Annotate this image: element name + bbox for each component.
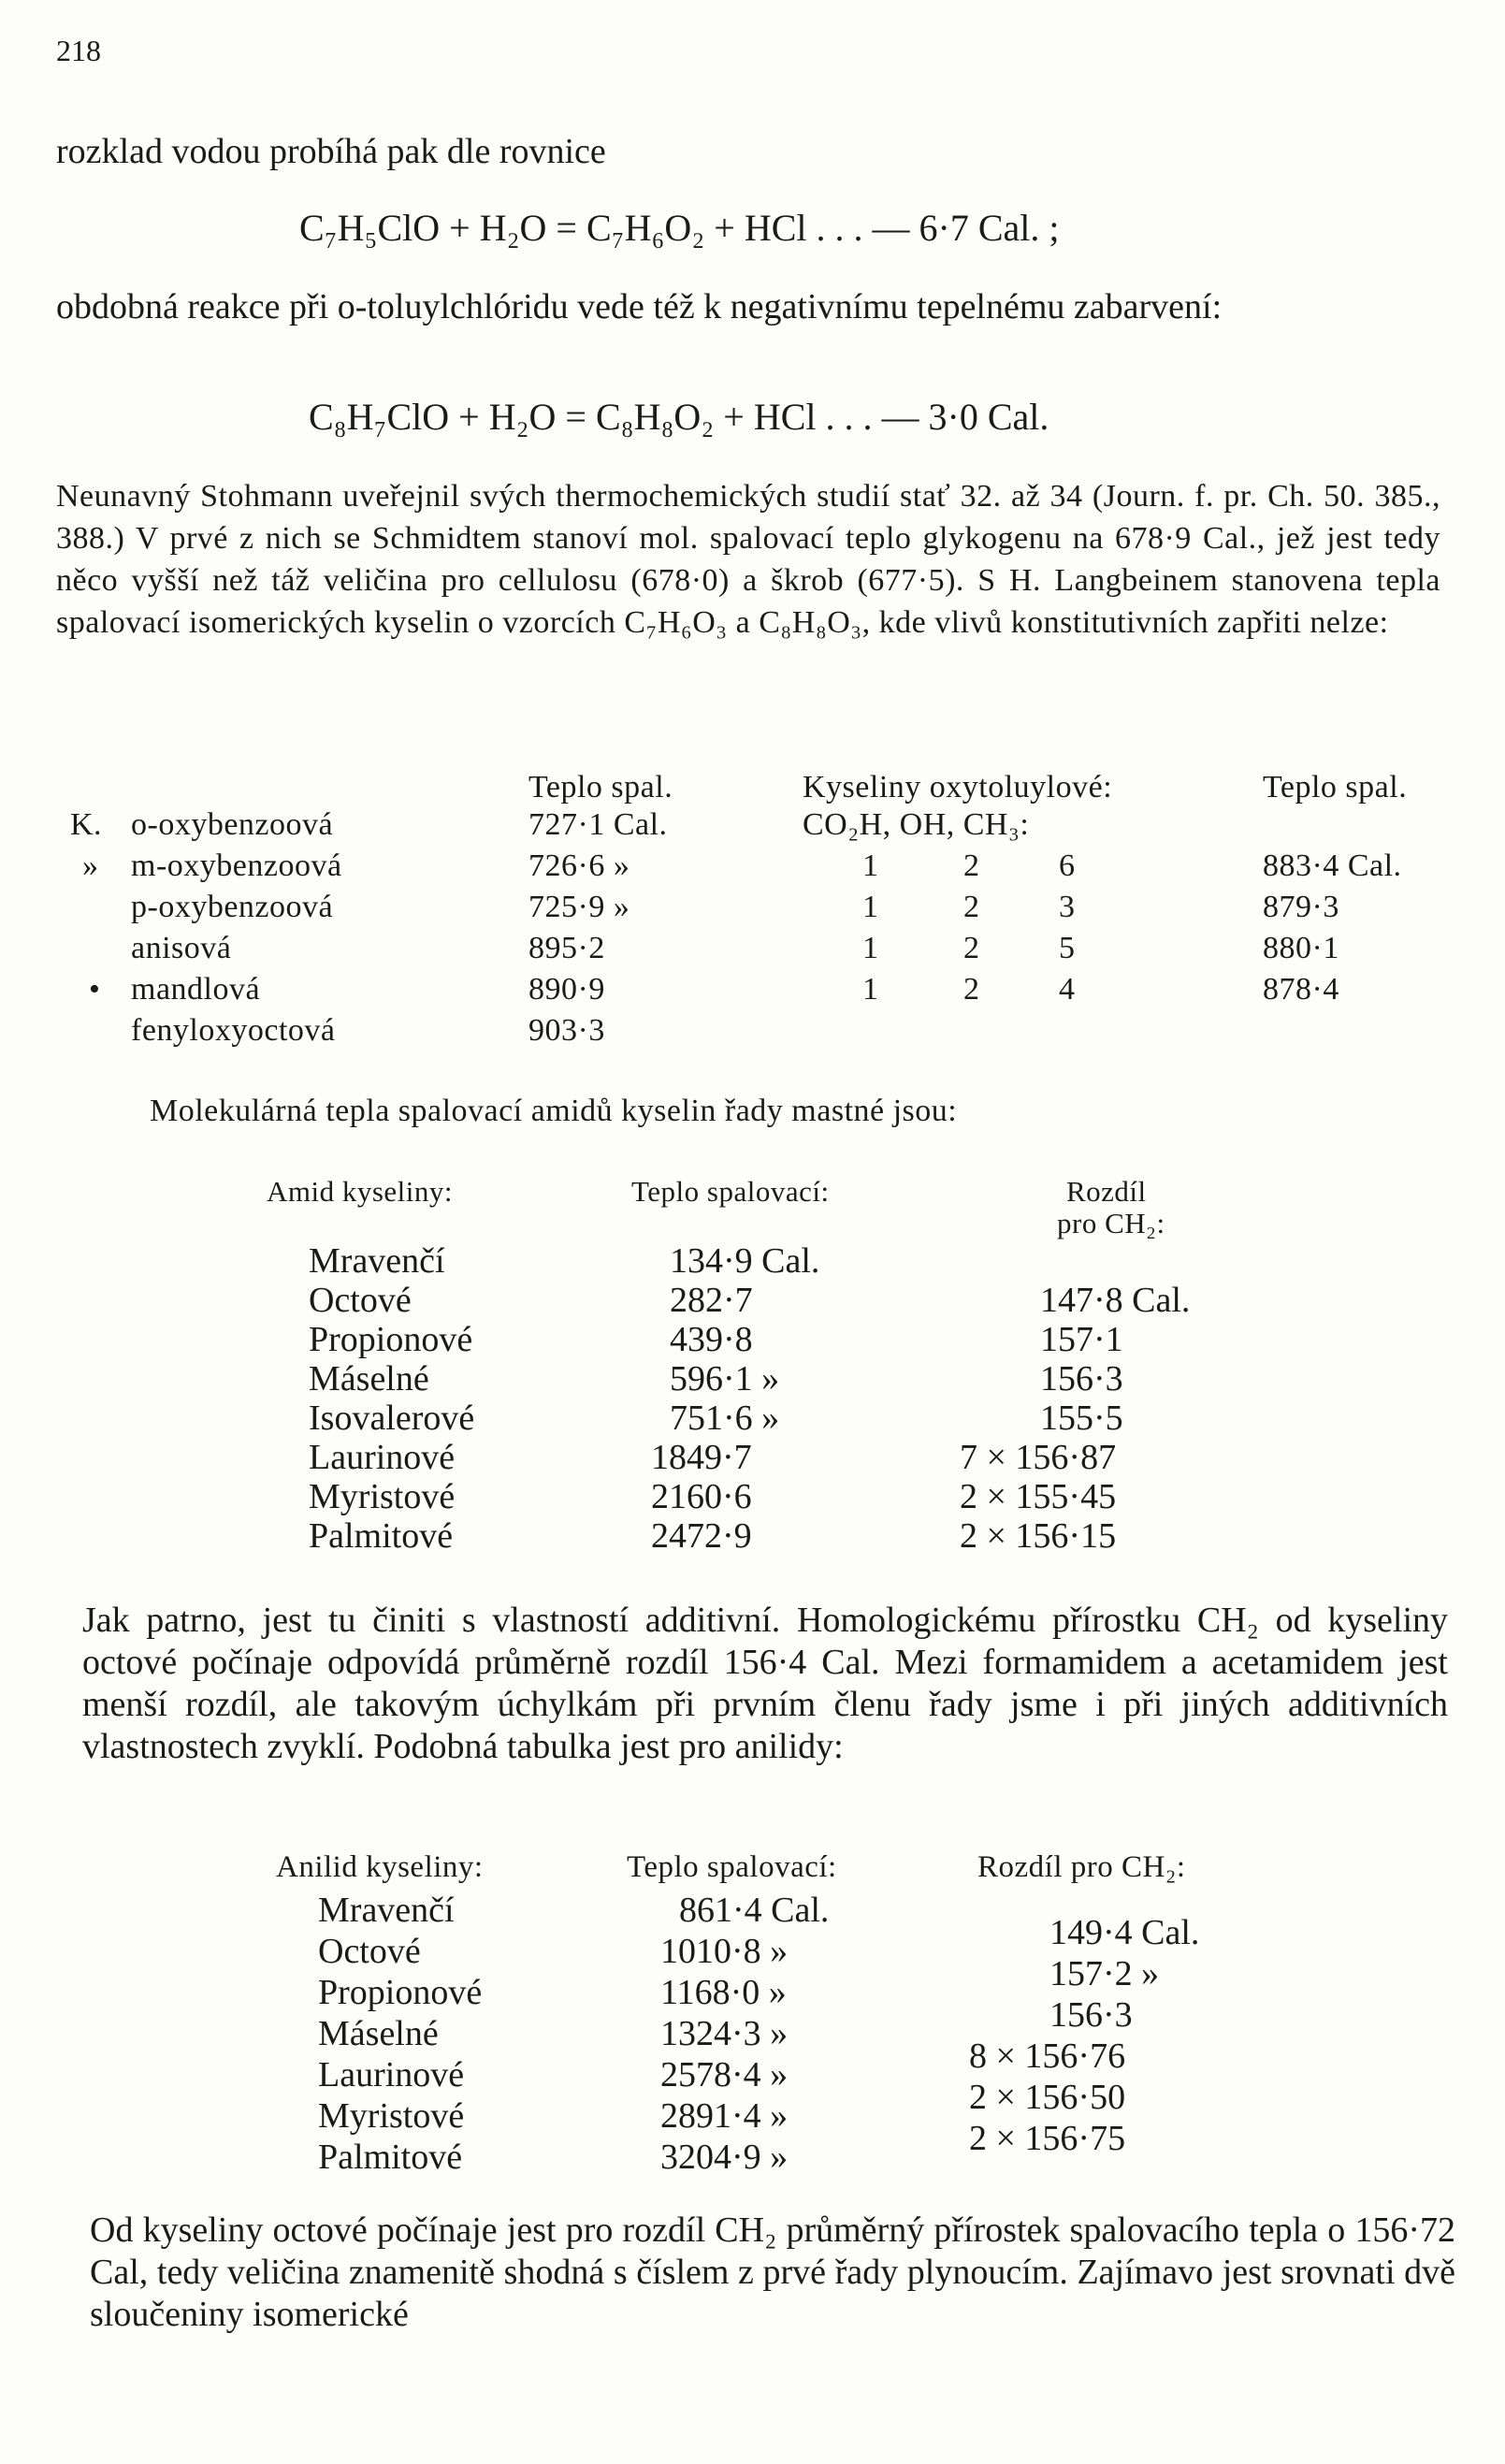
table3-name: Palmitové bbox=[318, 2138, 463, 2177]
table3-teplo: 1010·8 » bbox=[660, 1932, 789, 1971]
table2-teplo: 751·6 » bbox=[670, 1399, 780, 1438]
table1-name: o-oxybenzoová bbox=[131, 807, 334, 842]
table3-name: Máselné bbox=[318, 2014, 439, 2053]
table1-teplo2: 880·1 bbox=[1263, 931, 1339, 965]
table1-pos3: 6 bbox=[1059, 848, 1076, 883]
table1-pos1: 1 bbox=[862, 931, 879, 965]
equation-1: C₇H₅ClO + H₂O = C₇H₆O₂ + HCl . . . — 6·7 Cal. ; bbox=[299, 207, 1060, 249]
table1-mark: » bbox=[82, 848, 99, 883]
table1-name: anisová bbox=[131, 931, 232, 965]
table2-name: Laurinové bbox=[309, 1438, 456, 1477]
table3-name: Propionové bbox=[318, 1973, 483, 2012]
paragraph-1: obdobná reakce při o-toluylchlóridu vede též k negativnímu tepelnému zabarvení: bbox=[56, 287, 1223, 326]
table3-diff: 149·4 Cal. bbox=[1049, 1913, 1200, 1952]
table3-name: Octové bbox=[318, 1932, 421, 1971]
table1-teplo: 890·9 bbox=[528, 972, 605, 1007]
table1-header-formula: CO₂H, OH, CH₃: bbox=[803, 807, 1030, 842]
table3-teplo: 1168·0 » bbox=[660, 1973, 787, 2012]
table1-name: p-oxybenzoová bbox=[131, 890, 334, 924]
table3-name: Mravenčí bbox=[318, 1891, 455, 1930]
table2-teplo: 134·9 Cal. bbox=[670, 1241, 820, 1281]
table1-pos1: 1 bbox=[862, 848, 879, 883]
table3-name: Myristové bbox=[318, 2096, 465, 2136]
table2-rozdil: 7 × 156·87 bbox=[960, 1438, 1117, 1477]
table2-teplo: 596·1 » bbox=[670, 1359, 780, 1399]
table1-teplo: 725·9 » bbox=[528, 890, 630, 924]
table2-rozdil: 2 × 155·45 bbox=[960, 1477, 1117, 1516]
table1-header-teplo2: Teplo spal. bbox=[1263, 770, 1408, 804]
table1-pos1: 1 bbox=[862, 972, 879, 1007]
table1-k-prefix: K. bbox=[70, 807, 103, 842]
table1-pos1: 1 bbox=[862, 890, 879, 924]
paragraph-2: Neunavný Stohmann uveřejnil svých thermochemických studií stať 32. až 34 (Journ. f. pr. Ch. 50. 385., 388.) V prvé z nich se Schmidtem stanoví mol. spalovací teplo glykogenu na 678·9 Cal., jež jest tedy něco vyšší než táž veličina pro cellulosu (678·0) a škrob (677·5). S H. Langbeinem stanovena tepla spalovací isomerických kyselin o vzorcích C₇H₆O₃ a C₈H₈O₃, kde vlivů konstitutivních zapřiti nelze: bbox=[56, 479, 1440, 640]
table3-diff: 157·2 » bbox=[1049, 1954, 1160, 1993]
table2-teplo: 1849·7 bbox=[651, 1438, 752, 1477]
table1-teplo2: 879·3 bbox=[1263, 890, 1339, 924]
table1-pos2: 2 bbox=[963, 972, 980, 1007]
paragraph-3: Jak patrno, jest tu činiti s vlastností additivní. Homologickému přírostku CH₂ od kyseliny octové počínaje odpovídá průměrně rozdíl 156·4 Cal. Mezi formamidem a acetamidem jest menší rozdíl, ale takovým úchylkám při prvním členu řady jsme i při jiných additivních vlastnostech zvyklí. Podobná tabulka jest pro anilidy: bbox=[82, 1601, 1448, 1766]
equation-2: C₈H₇ClO + H₂O = C₈H₈O₂ + HCl . . . — 3·0 Cal. bbox=[309, 396, 1049, 438]
table1-teplo2: 878·4 bbox=[1263, 972, 1339, 1007]
table1-teplo: 903·3 bbox=[528, 1013, 605, 1048]
table3-name: Laurinové bbox=[318, 2055, 465, 2094]
table2-rozdil: 2 × 156·15 bbox=[960, 1516, 1117, 1556]
table3-header-rozdil: Rozdíl pro CH₂: bbox=[977, 1850, 1186, 1884]
table1-pos3: 3 bbox=[1059, 890, 1076, 924]
table2-header-amid: Amid kyseliny: bbox=[267, 1175, 454, 1208]
table2-name: Myristové bbox=[309, 1477, 456, 1516]
table2-name: Isovalerové bbox=[309, 1399, 475, 1438]
table3-diff: 2 × 156·50 bbox=[969, 2078, 1126, 2117]
paragraph-4: Od kyseliny octové počínaje jest pro rozdíl CH₂ průměrný přírostek spalovacího tepla o 156·72 Cal, tedy veličina znamenitě shodná s číslem z prvé řady plynoucím. Zajímavo jest srovnati dvě sloučeniny isomerické bbox=[90, 2210, 1455, 2334]
table3-teplo: 1324·3 » bbox=[660, 2014, 789, 2053]
table1-pos3: 4 bbox=[1059, 972, 1076, 1007]
table2-teplo: 439·8 bbox=[670, 1320, 753, 1359]
table1-pos2: 2 bbox=[963, 890, 980, 924]
table3-teplo: 2578·4 » bbox=[660, 2055, 789, 2094]
table1-teplo2: 883·4 Cal. bbox=[1263, 848, 1402, 883]
table2-name: Palmitové bbox=[309, 1516, 454, 1556]
table2-header-pro-ch2: pro CH₂: bbox=[1057, 1207, 1165, 1239]
table1-pos3: 5 bbox=[1059, 931, 1076, 965]
table1-teplo: 895·2 bbox=[528, 931, 605, 965]
table1-teplo: 727·1 Cal. bbox=[528, 807, 668, 842]
table1-teplo: 726·6 » bbox=[528, 848, 630, 883]
table2-rozdil: 157·1 bbox=[1040, 1320, 1123, 1359]
table3-diff: 8 × 156·76 bbox=[969, 2036, 1126, 2076]
amides-intro: Molekulárná tepla spalovací amidů kyselin řady mastné jsou: bbox=[150, 1094, 958, 1128]
table1-name: m-oxybenzoová bbox=[131, 848, 342, 883]
table2-name: Propionové bbox=[309, 1320, 473, 1359]
table1-pos2: 2 bbox=[963, 931, 980, 965]
table1-mark: • bbox=[89, 972, 101, 1007]
table2-name: Mravenčí bbox=[309, 1241, 445, 1281]
table2-teplo: 282·7 bbox=[670, 1281, 753, 1320]
table2-header-teplo: Teplo spalovací: bbox=[631, 1175, 830, 1208]
table3-header-teplo: Teplo spalovací: bbox=[627, 1850, 837, 1884]
table2-rozdil: 155·5 bbox=[1040, 1399, 1123, 1438]
table3-diff: 2 × 156·75 bbox=[969, 2119, 1126, 2158]
table3-teplo: 2891·4 » bbox=[660, 2096, 789, 2136]
table2-teplo: 2472·9 bbox=[651, 1516, 752, 1556]
table3-teplo: 861·4 Cal. bbox=[679, 1891, 830, 1930]
table2-header-rozdil: Rozdíl bbox=[1066, 1175, 1147, 1208]
page-number: 218 bbox=[56, 34, 101, 67]
table1-header-kyseliny: Kyseliny oxytoluylové: bbox=[803, 770, 1113, 804]
table2-rozdil: 156·3 bbox=[1040, 1359, 1123, 1399]
table3-header-anilid: Anilid kyseliny: bbox=[276, 1850, 484, 1884]
table1-pos2: 2 bbox=[963, 848, 980, 883]
table1-name: fenyloxyoctová bbox=[131, 1013, 336, 1048]
table1-name: mandlová bbox=[131, 972, 261, 1007]
intro-line: rozklad vodou probíhá pak dle rovnice bbox=[56, 132, 606, 171]
table1-header-teplo: Teplo spal. bbox=[528, 770, 673, 804]
table2-name: Máselné bbox=[309, 1359, 429, 1399]
table2-teplo: 2160·6 bbox=[651, 1477, 752, 1516]
table2-name: Octové bbox=[309, 1281, 412, 1320]
table3-diff: 156·3 bbox=[1049, 1995, 1133, 2035]
table3-teplo: 3204·9 » bbox=[660, 2138, 789, 2177]
table2-rozdil: 147·8 Cal. bbox=[1040, 1281, 1191, 1320]
